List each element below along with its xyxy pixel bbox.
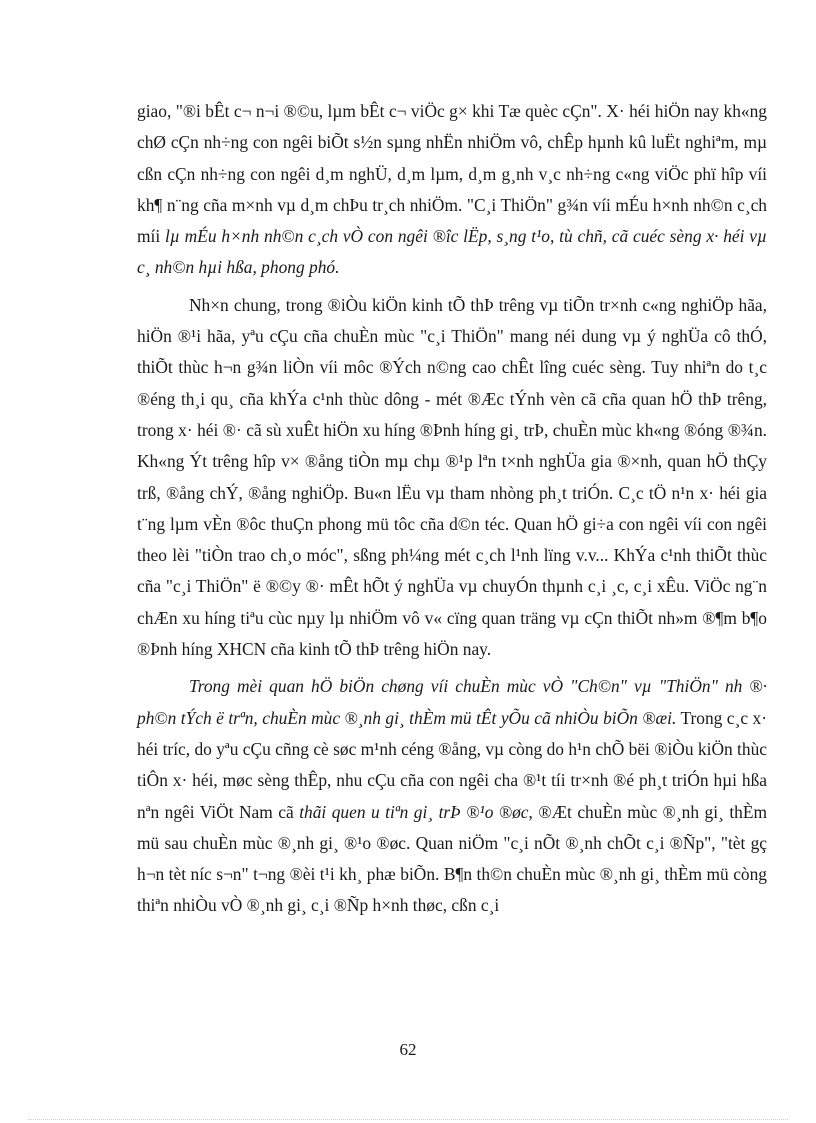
paragraph-3 (137, 671, 767, 921)
page-bottom-divider (28, 1119, 788, 1120)
paragraph-1 (137, 96, 767, 284)
paragraph-3-text-a: Trong c¸c x· héi tríc, do yªu cÇu cñng cè søc m¹nh céng ®ång, vµ còng do h¹n chÕ bëi ®iÒu kiÖn thùc tiÔn x· héi, møc sèng thÊp, nhu cÇu cña con ngêi cha ®¹t tíi tr×nh ®é ph¸t triÓn hµi hßa nªn ngêi ViÖt Nam cã (137, 707, 767, 822)
body-text (137, 96, 767, 928)
paragraph-1-text: giao, "®i bÊt c¬ n¬i ®©u, lµm bÊt c¬ viÖc g× khi Tæ quèc cÇn". X· héi hiÖn nay kh«ng chØ cÇn nh÷ng con ngêi biÕt s½n sµng nhËn nhiÖm vô, chÊp hµnh kû luËt nghiªm, mµ cßn cÇn nh÷ng con ngêi d¸m nghÜ, d¸m lµm, d¸m g¸nh v¸c nh÷ng c«ng viÖc phï hîp víi kh¶ n¨ng cña m×nh vµ d¸m chÞu tr¸ch nhiÖm. "C¸i ThiÖn" g¾n víi mÉu h×nh nh©n c¸ch míi (137, 101, 767, 247)
paragraph-3-italic-phrase: thãi quen u tiªn gi¸ trÞ ®¹o ®øc (299, 801, 529, 822)
page-number: 62 (399, 1040, 417, 1059)
paragraph-1-italic-text: lµ mÉu h×nh nh©n c¸ch vÒ con ngêi ®îc lËp, s¸ng t¹o, tù chñ, cã cuéc sèng x· héi vµ c¸ nh©n hµi hßa, phong phó. (137, 226, 768, 278)
paragraph-3-text-b: , ®Æt chuÈn mùc ®¸nh gi¸ thÈm mü sau chuÈn mùc ®¸nh gi¸ ®¹o ®øc. Quan niÖm "c¸i nÕt ®¸nh chÕt c¸i ®Ñp", "tèt gç h¬n tèt níc s¬n" t¬ng ®èi t¹i kh¸ phæ biÕn. B¶n th©n chuÈn mùc ®¸nh gi¸ thÈm mü còng thiªn nhiÒu vÒ ®¸nh gi¸ c¸i ®Ñp h×nh thøc, cßn c¸i (137, 801, 768, 916)
paragraph-2-text: Nh×n chung, trong ®iÒu kiÖn kinh tÕ thÞ trêng vµ tiÕn tr×nh c«ng nghiÖp hãa, hiÖn ®¹i hãa, yªu cÇu cña chuÈn mùc "c¸i ThiÖn" mang néi dung vµ ý nghÜa cô thÓ, thiÕt thùc h¬n g¾n liÒn víi môc ®Ých n©ng cao chÊt lîng cuéc sèng. Tuy nhiªn do t¸c ®éng th¸i qu¸ cña khÝa c¹nh thùc dông - mét ®Æc tÝnh vèn cã cña quan hÖ thÞ trêng, trong x· héi ®· cã sù xuÊt hiÖn xu híng ®Þnh híng gi¸ trÞ, chuÈn mùc kh«ng ®óng ®¾n. Kh«ng Ýt trêng hîp v× ®ång tiÒn mµ chµ ®¹p lªn t×nh nghÜa gia ®×nh, quan hÖ thÇy trß, ®ång chÝ, ®ång nghiÖp. Bu«n lËu vµ tham nhòng ph¸t triÓn. C¸c tÖ n¹n x· héi gia t¨ng lµm vÈn ®ôc thuÇn phong mü tôc cña d©n téc. Quan hÖ gi÷a con ngêi víi con ngêi theo lèi "tiÒn trao ch¸o móc", sßng ph¼ng mét c¸ch l¹nh lïng v.v... KhÝa c¹nh thiÕt thùc cña "c¸i ThiÖn" ë ®©y ®· mÊt hÕt ý nghÜa vµ chuyÓn thµnh c¸i ¸c, c¸i xÊu. ViÖc ng¨n chÆn xu híng tiªu cùc nµy lµ nhiÖm vô v« cïng quan träng vµ cÇn thiÕt nh»m ®¶m b¶o ®Þnh híng XHCN cña kinh tÕ thÞ trêng hiÖn nay. (137, 294, 767, 660)
paragraph-2 (137, 290, 767, 666)
paragraph-3-italic-lead: Trong mèi quan hÖ biÖn chøng víi chuÈn mùc vÒ "Ch©n" vµ "ThiÖn" nh ®· ph©n tÝch ë trªn, chuÈn mùc ®¸nh gi¸ thÈm mü tÊt yÕu cã nhiÒu biÕn ®æi. (137, 676, 767, 728)
